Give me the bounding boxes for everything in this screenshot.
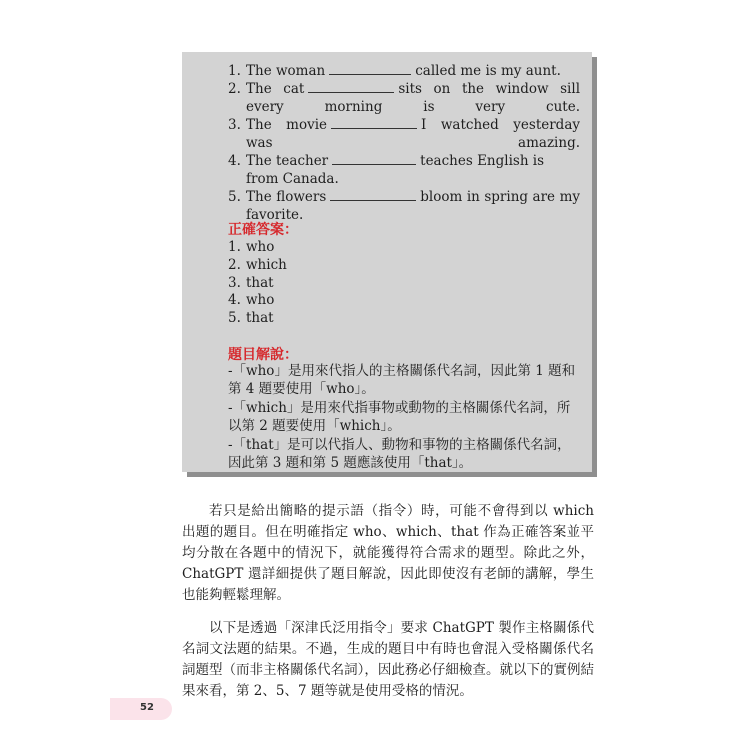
question-text-before: The cat: [246, 81, 305, 97]
question-text-after: called me is my aunt.: [415, 63, 561, 79]
question-item: [228, 116, 580, 152]
question-number: 2.: [228, 81, 241, 97]
answer-number: 4.: [228, 292, 241, 309]
explanation-item: -「which」是用來代指事物或動物的主格關係代名詞，所以第 2 題要使用「which」。: [228, 399, 571, 435]
question-text-before: The woman: [246, 63, 326, 79]
explanation-item: -「who」是用來代指人的主格關係代名詞，因此第 1 題和第 4 題要使用「who」。: [228, 363, 576, 398]
answer-blank: [329, 62, 411, 75]
answer-text: that: [246, 310, 274, 327]
answer-text: who: [246, 239, 275, 255]
question-text-before: The teacher: [246, 153, 329, 169]
explanation-heading: 題目解說：: [228, 347, 298, 363]
question-number: 1.: [228, 63, 241, 79]
answer-text: that: [246, 274, 274, 291]
question-item: [228, 152, 580, 188]
answer-item: [228, 239, 287, 257]
answer-blank: [330, 188, 416, 201]
question-text-after: sits on the window sill every morning is very cute.: [246, 81, 581, 115]
question-text-after: I watched yesterday was amazing.: [246, 117, 581, 151]
body-paragraph: 以下是透過「深津氏泛用指令」要求 ChatGPT 製作主格關係代名詞文法題的結果。不過，生成的題目中有時也會混入受格關係代名詞題型（而非主格關係代名詞），因此務必仔細檢查。就以下的實例結果來看，第 2、5、7 題等就是使用受格的情況。: [182, 619, 594, 699]
question-item: [228, 80, 580, 116]
answers-heading: 正確答案：: [228, 222, 298, 238]
question-text-after: bloom in spring are my favorite.: [246, 189, 580, 223]
question-text-before: The flowers: [246, 189, 327, 205]
question-text-after: teaches English is from Canada.: [246, 153, 545, 187]
answer-item: [228, 275, 287, 293]
question-text-before: The movie: [246, 117, 328, 133]
question-number: 3.: [228, 117, 241, 133]
answer-text: which: [246, 256, 287, 273]
question-list: [228, 62, 580, 224]
answer-number: 5.: [228, 310, 241, 327]
question-number: 4.: [228, 153, 241, 169]
answer-blank: [331, 116, 417, 129]
answer-item: [228, 310, 287, 328]
explanation-item: -「that」是可以代指人、動物和事物的主格關係代名詞，因此第 3 題和第 5 題應該使用「that」。: [228, 436, 571, 472]
question-number: 5.: [228, 189, 241, 205]
answer-item: [228, 257, 287, 275]
answer-blank: [332, 152, 416, 165]
answer-number: 2.: [228, 256, 241, 273]
answer-number: 1.: [228, 239, 241, 255]
answer-list: [228, 239, 287, 328]
explanation-list: [228, 362, 580, 472]
answer-blank: [308, 80, 394, 93]
question-item: [228, 62, 580, 80]
answer-text: who: [246, 292, 275, 309]
answer-number: 3.: [228, 274, 241, 291]
answer-item: [228, 292, 287, 310]
body-paragraph: 若只是給出簡略的提示語（指令）時，可能不會得到以 which 出題的題目。但在明確指定 who、which、that 作為正確答案並平均分散在各題中的情況下，就能獲得符合需求的題型。除此之外，ChatGPT 還詳細提供了題目解說，因此即使沒有老師的講解，學生也能夠輕鬆理解。: [182, 502, 594, 603]
page-number: 52: [140, 702, 154, 713]
